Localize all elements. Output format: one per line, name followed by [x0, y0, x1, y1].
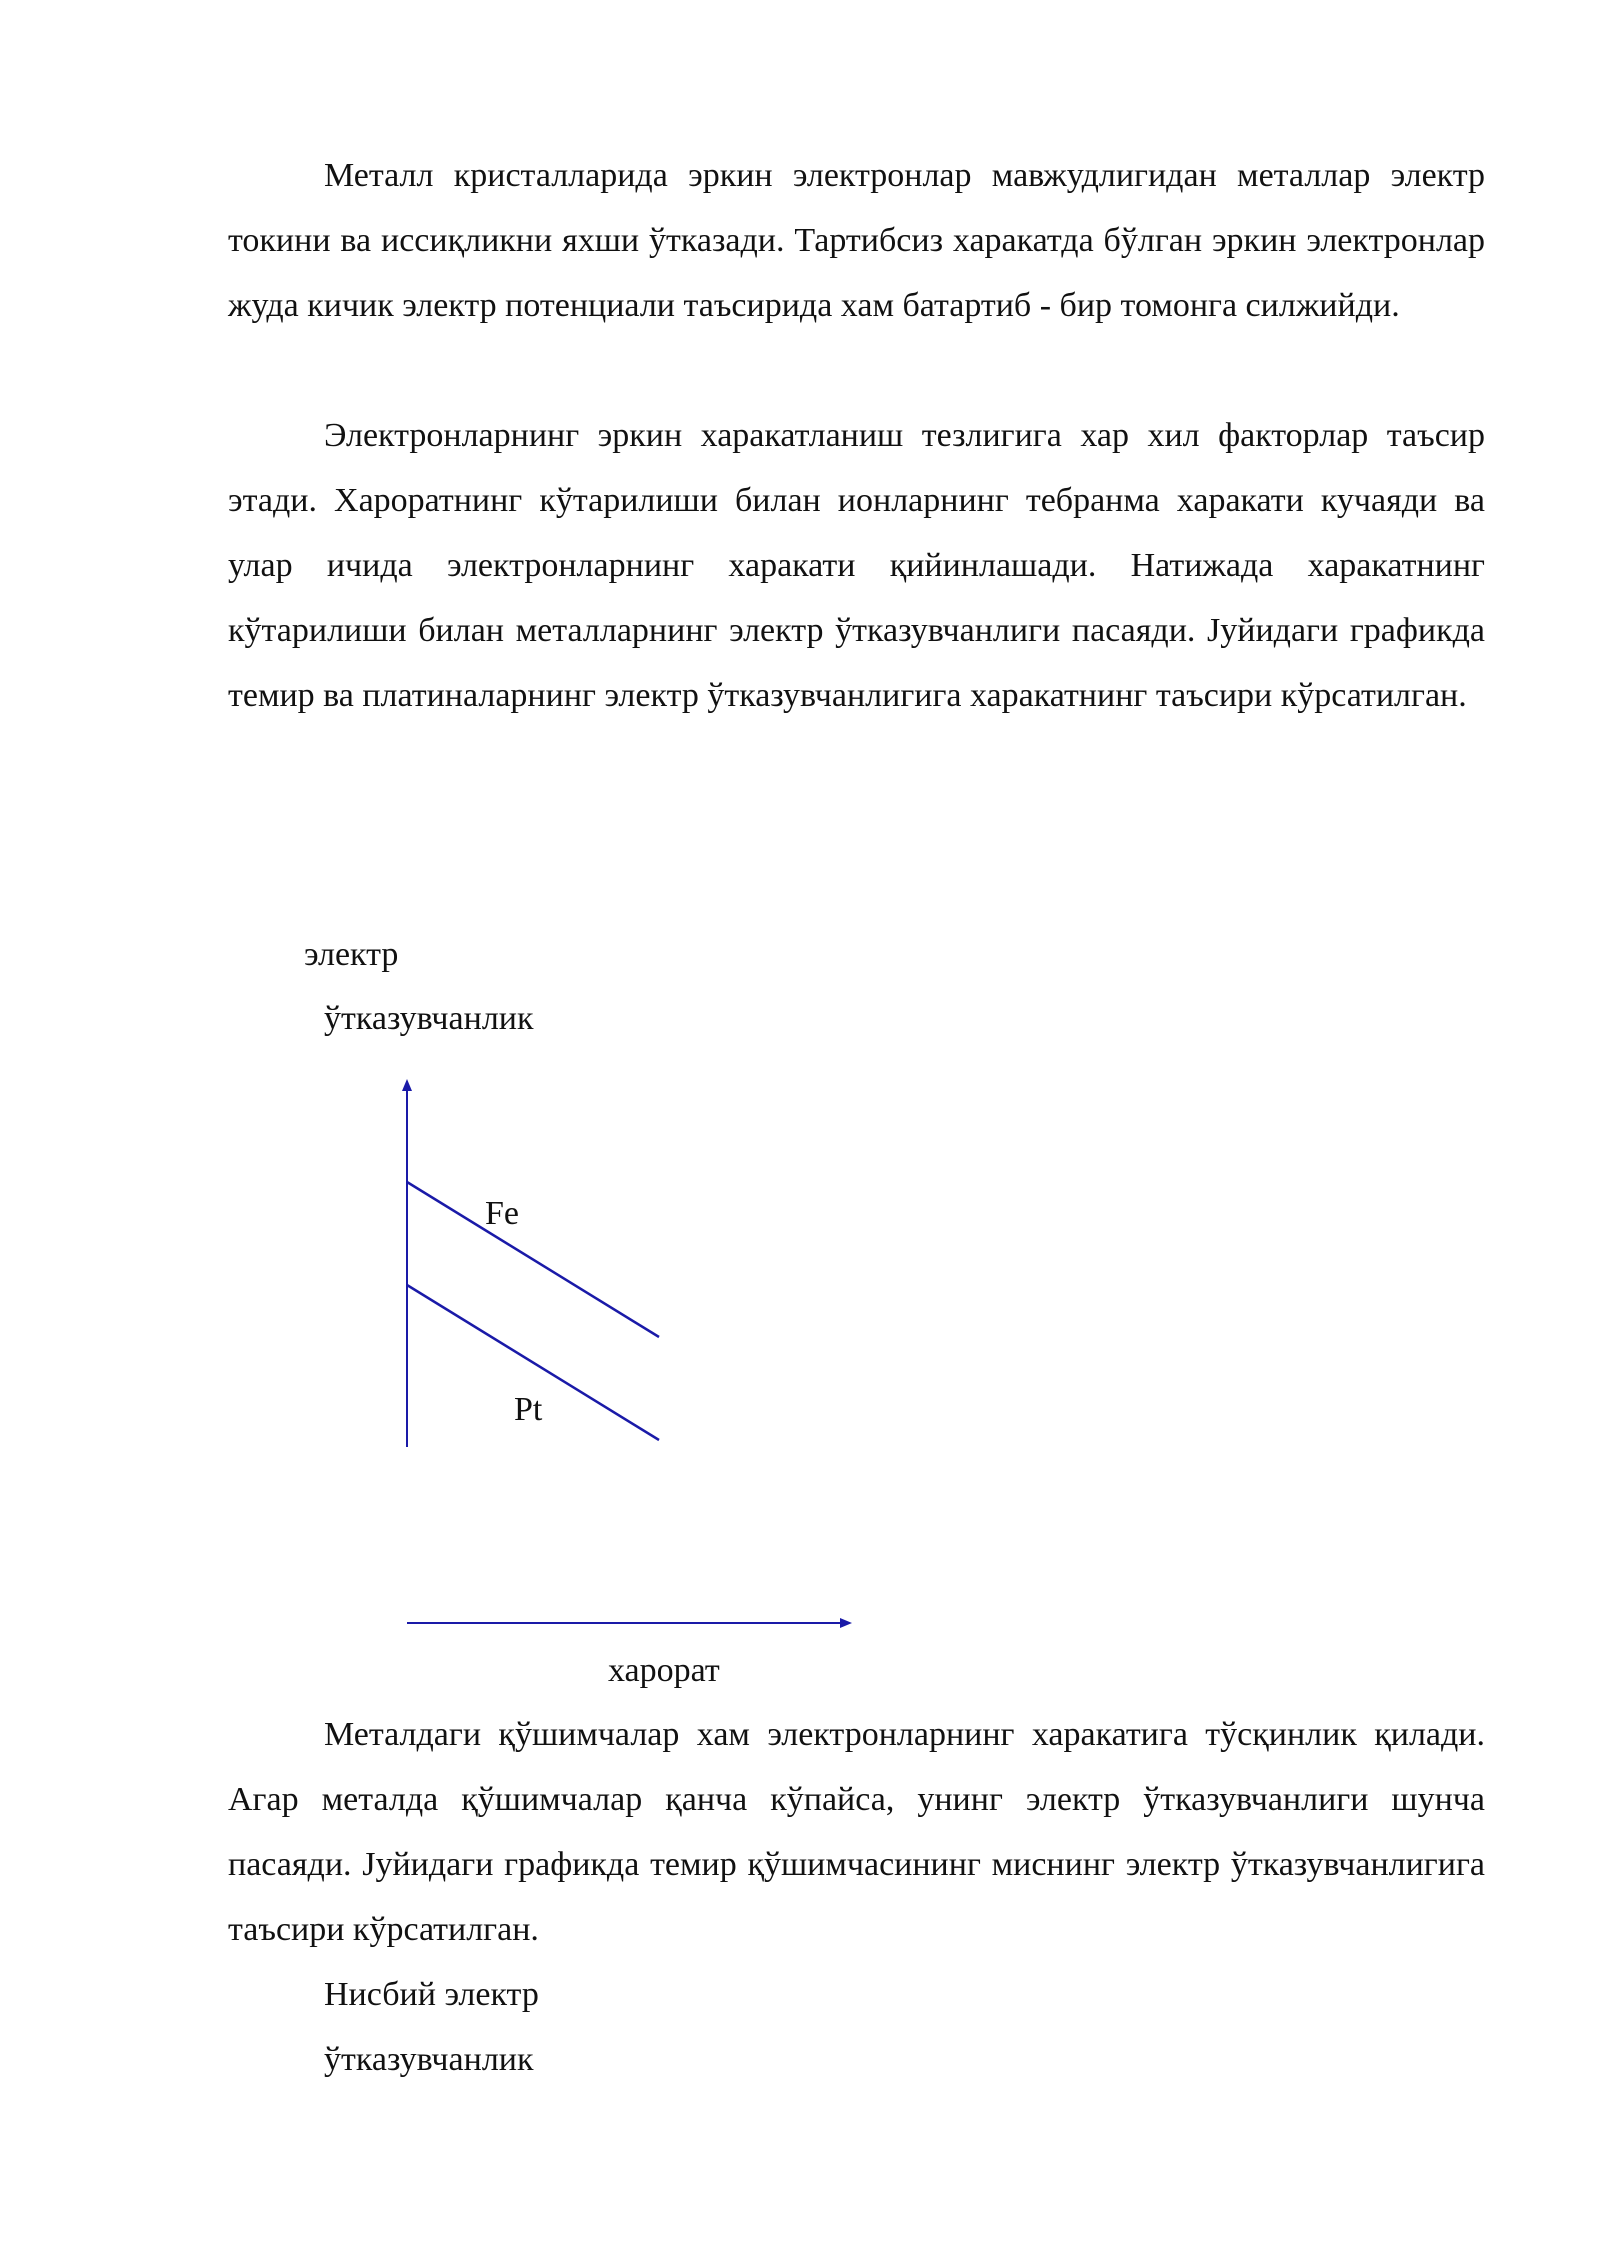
y-axis-arrowhead: [402, 1079, 412, 1091]
figure-y-axis-label-line1: электр: [304, 936, 399, 973]
second-figure-y-label-line2: ўтказувчанлик: [324, 2041, 534, 2078]
series-label-fe: Fe: [485, 1195, 519, 1232]
figure-x-axis-label: харорат: [608, 1652, 720, 1689]
figure-y-axis-label-line2: ўтказувчанлик: [324, 1000, 534, 1037]
series-line-fe: [407, 1182, 659, 1337]
x-axis: [407, 1618, 852, 1628]
paragraph-temperature-effect: Электронларнинг эркин харакатланиш тезлигига хар хил факторлар таъсир этади. Хароратнинг кўтарилиши билан ионларнинг тебранма харакати кучаяди ва улар ичида электронларнинг харакати қийинлашади. Натижада харакатнинг кўтарилиши билан металларнинг электр ўтказувчанлиги пасаяди. Јуйидаги графикда темир ва платиналарнинг электр ўтказувчанлигига харакатнинг таъсири кўрсатилган.: [228, 417, 1485, 714]
second-figure-y-label-line1: Нисбий электр: [324, 1976, 539, 2013]
paragraph-metal-crystals: Металл кристалларида эркин электронлар мавжудлигидан металлар электр токини ва иссиқликни яхши ўтказади. Тартибсиз харакатда бўлган эркин электронлар жуда кичик электр потенциали таъсирида хам батартиб - бир томонга силжийди.: [228, 157, 1485, 324]
paragraph-impurities-effect: Металдаги қўшимчалар хам электронларнинг харакатига тўсқинлик қилади. Агар металда қўшимчалар қанча кўпайса, унинг электр ўтказувчанлиги шунча пасаяди. Јуйидаги графикда темир қўшимчасининг миснинг электр ўтказувчанлигига таъсири кўрсатилган.: [228, 1716, 1485, 1948]
series-label-pt: Pt: [514, 1391, 543, 1428]
x-axis-arrowhead: [840, 1618, 852, 1628]
y-axis: [402, 1079, 412, 1447]
